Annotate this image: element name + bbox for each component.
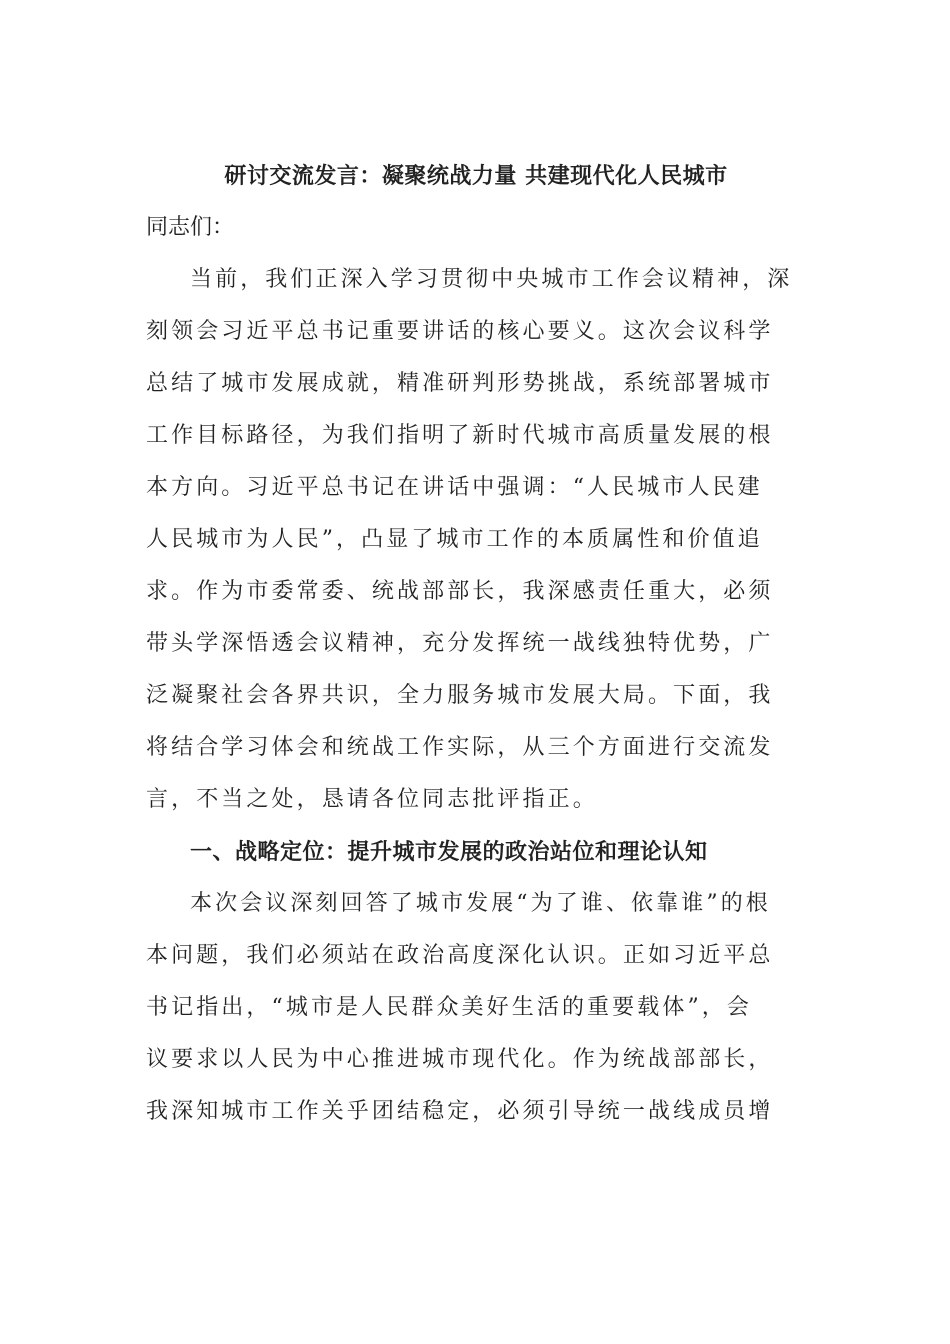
paragraph-line: 工作目标路径，为我们指明了新时代城市高质量发展的根 <box>146 423 774 448</box>
paragraph-line: 总结了城市发展成就，精准研判形势挑战，系统部署城市 <box>146 371 774 396</box>
paragraph-line: 本方向。习近平总书记在讲话中强调：“人民城市人民建 <box>146 475 763 500</box>
paragraph-line: 泛凝聚社会各界共识，全力服务城市发展大局。下面，我 <box>146 683 774 708</box>
paragraph-line: 当前，我们正深入学习贯彻中央城市工作会议精神，深 <box>190 267 793 292</box>
paragraph-line: 本次会议深刻回答了城市发展“为了谁、依靠谁”的根 <box>190 891 771 916</box>
paragraph-line: 本问题，我们必须站在政治高度深化认识。正如习近平总 <box>146 943 774 968</box>
document-body <box>146 150 806 1138</box>
paragraph-line: 人民城市为人民”，凸显了城市工作的本质属性和价值追 <box>146 527 763 552</box>
salutation: 同志们： <box>146 215 235 240</box>
paragraph-line: 带头学深悟透会议精神，充分发挥统一战线独特优势，广 <box>146 631 774 656</box>
paragraph-line: 书记指出，“城市是人民群众美好生活的重要载体”，会 <box>146 995 752 1020</box>
section-paragraph <box>146 878 806 1138</box>
intro-paragraph <box>146 254 806 826</box>
document-title: 研讨交流发言：凝聚统战力量 共建现代化人民城市 <box>224 163 728 189</box>
paragraph-line: 我深知城市工作关乎团结稳定，必须引导统一战线成员增 <box>146 1099 774 1124</box>
paragraph-line: 言，不当之处，恳请各位同志批评指正。 <box>146 787 598 812</box>
paragraph-line: 求。作为市委常委、统战部部长，我深感责任重大，必须 <box>146 579 774 604</box>
paragraph-line: 将结合学习体会和统战工作实际，从三个方面进行交流发 <box>146 735 774 760</box>
paragraph-line: 刻领会习近平总书记重要讲话的核心要义。这次会议科学 <box>146 319 774 344</box>
paragraph-line: 议要求以人民为中心推进城市现代化。作为统战部部长， <box>146 1047 774 1072</box>
section-heading: 一、战略定位：提升城市发展的政治站位和理论认知 <box>190 839 708 865</box>
